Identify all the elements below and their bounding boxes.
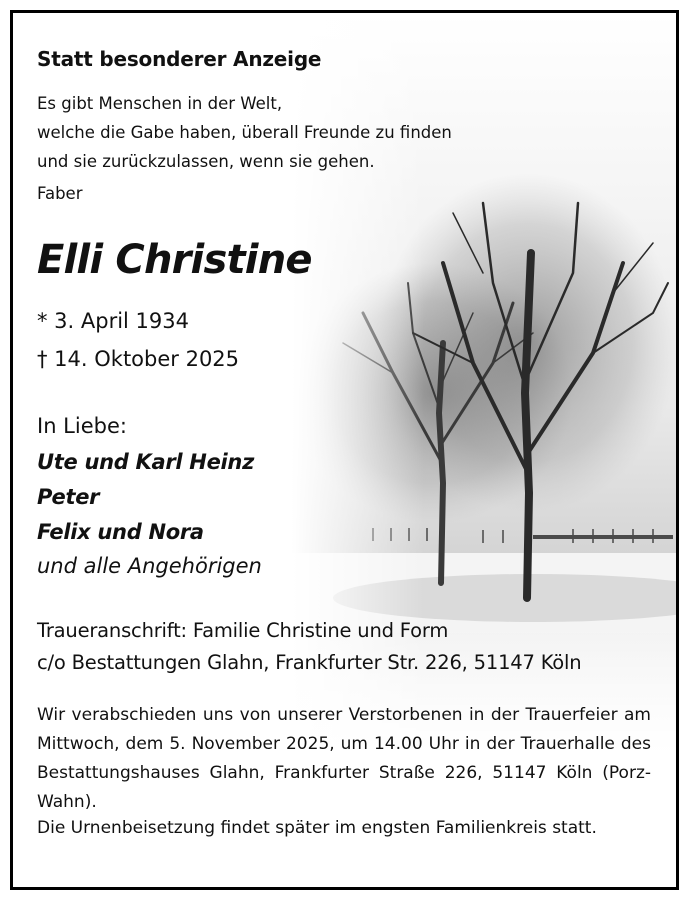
obituary-notice (10, 10, 679, 890)
quote-author: Faber (37, 184, 83, 203)
ceremony-paragraph: Wir verabschieden uns von unserer Verstorbenen in der Trauerfeier am Mittwoch, dem 5. November 2025, um 14.00 Uhr in der Trauerhalle des Bestattungshauses Glahn, Frankfurter Straße 226, 51147 Köln (Porz-Wahn). (37, 705, 651, 812)
death-date: † 14. Oktober 2025 (37, 347, 240, 371)
mourners-relatives: und alle Angehörigen (37, 554, 262, 578)
mourners-intro: In Liebe: (37, 414, 127, 438)
mourning-address-line-2: c/o Bestattungen Glahn, Frankfurter Str. 226, 51147 Köln (37, 651, 582, 674)
burial-paragraph: Die Urnenbeisetzung findet später im engsten Familienkreis statt. (37, 818, 597, 838)
notice-heading: Statt besonderer Anzeige (37, 47, 322, 71)
mourner-name: Ute und Karl Heinz (37, 450, 254, 474)
quote-line-3: und sie zurückzulassen, wenn sie gehen. (37, 152, 375, 171)
quote-line-2: welche die Gabe haben, überall Freunde zu finden (37, 123, 452, 142)
mourner-name: Felix und Nora (37, 520, 204, 544)
quote-line-1: Es gibt Menschen in der Welt, (37, 94, 283, 113)
birth-date: * 3. April 1934 (37, 309, 190, 333)
deceased-name: Elli Christine (37, 237, 312, 283)
mourning-address-line-1: Traueranschrift: Familie Christine und Form (37, 619, 449, 642)
mourner-name: Peter (37, 485, 100, 509)
